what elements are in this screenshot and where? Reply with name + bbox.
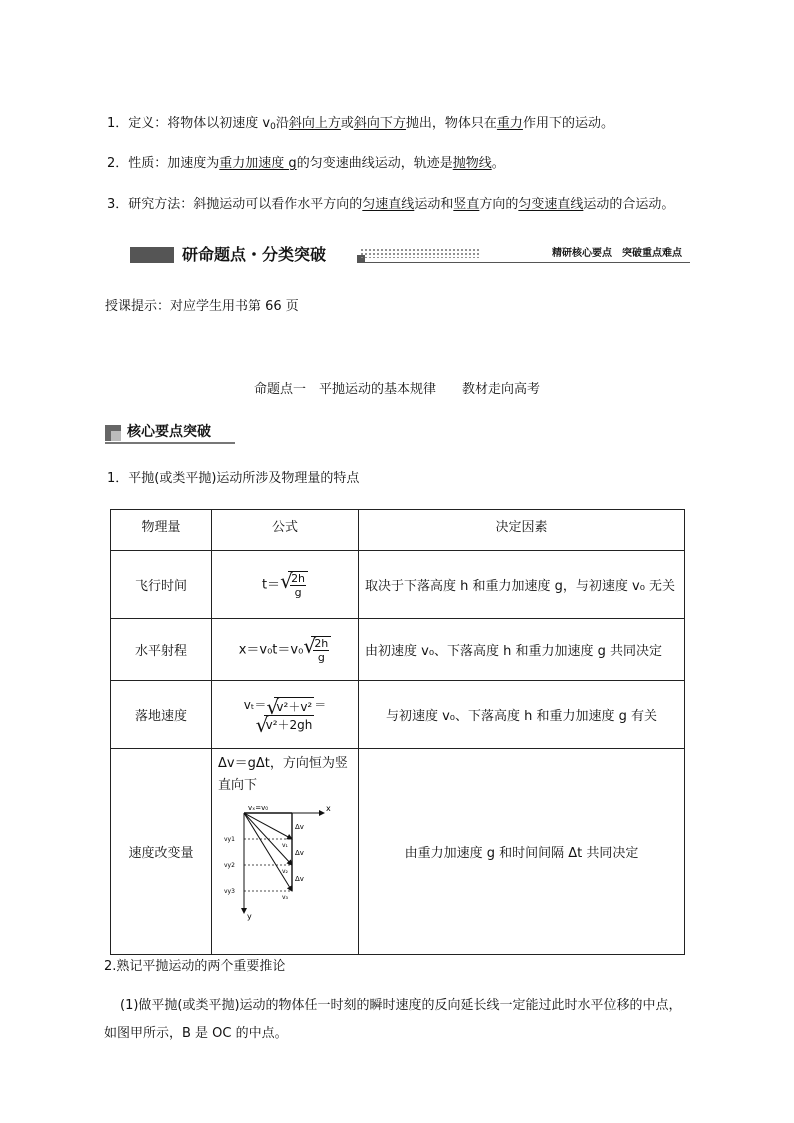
banner-block-icon <box>130 247 174 263</box>
banner-subtitle: 精研核心要点 突破重点难点 <box>552 248 682 259</box>
row-name: 飞行时间 <box>111 551 212 619</box>
paragraph-line-2: 如图甲所示，B 是 OC 的中点。 <box>104 1026 288 1041</box>
table-row <box>111 619 685 681</box>
banner-title: 研命题点・分类突破 <box>182 245 327 264</box>
row-formula: x＝v₀t＝v₀ √ $\frac{2h}{g}$ <box>212 619 359 681</box>
banner-rule <box>360 262 690 263</box>
row-factor: 与初速度 v₀、下落高度 h 和重力加速度 g 有关 <box>359 681 685 749</box>
svg-text:Δv: Δv <box>295 823 304 831</box>
method-line: 3．研究方法：斜抛运动可以看作水平方向的匀速直线运动和竖直方向的匀变速直线运动的合运动。 <box>107 197 675 212</box>
svg-text:v₁: v₁ <box>282 842 288 849</box>
table-row <box>111 551 685 619</box>
row-name: 落地速度 <box>111 681 212 749</box>
row-factor: 由初速度 v₀、下落高度 h 和重力加速度 g 共同决定 <box>359 619 685 681</box>
subheading-1: 1．平抛(或类平抛)运动所涉及物理量的特点 <box>107 471 360 486</box>
svg-text:vy1: vy1 <box>224 836 235 843</box>
row-formula: t＝ √ $\frac{2h}{g}$ <box>212 551 359 619</box>
header-quantity: 物理量 <box>111 510 212 551</box>
header-formula: 公式 <box>212 510 359 551</box>
header-factor: 决定因素 <box>359 510 685 551</box>
row-factor: 取决于下落高度 h 和重力加速度 g，与初速度 v₀ 无关 <box>359 551 685 619</box>
svg-text:v₃: v₃ <box>282 894 288 901</box>
svg-text:Δv: Δv <box>295 875 304 883</box>
svg-text:vy2: vy2 <box>224 862 235 869</box>
section-underline <box>105 442 235 444</box>
svg-text:y: y <box>247 912 252 921</box>
svg-text:vₓ=v₀: vₓ=v₀ <box>248 804 269 812</box>
paragraph-line-1: (1)做平抛(或类平抛)运动的物体任一时刻的瞬时速度的反向延长线一定能过此时水平位移的中点， <box>120 998 682 1013</box>
property-line: 2．性质：加速度为重力加速度 g的匀变速曲线运动，轨迹是抛物线。 <box>107 156 505 171</box>
svg-text:v₂: v₂ <box>282 868 288 875</box>
definition-line: 1．定义：将物体以初速度 $v_0$沿斜向上方或斜向下方抛出，物体只在重力作用下的运动。 <box>107 116 614 132</box>
teaching-hint: 授课提示：对应学生用书第 66 页 <box>105 299 299 314</box>
chapter-banner <box>130 244 690 268</box>
topic-heading: 命题点一 平抛运动的基本规律 教材走向高考 <box>253 382 540 397</box>
velocity-diagram <box>224 801 339 921</box>
row-name: 速度改变量 <box>111 749 212 955</box>
section-icon <box>105 425 121 441</box>
svg-text:Δv: Δv <box>295 849 304 857</box>
row-name: 水平射程 <box>111 619 212 681</box>
section-title: 核心要点突破 <box>127 424 211 440</box>
table-row <box>111 681 685 749</box>
svg-text:x: x <box>326 804 331 813</box>
physics-table <box>110 509 685 955</box>
section-heading <box>105 422 235 444</box>
svg-text:vy3: vy3 <box>224 888 235 895</box>
table-row <box>111 749 685 955</box>
row-factor: 由重力加速度 g 和时间间隔 Δt 共同决定 <box>359 749 685 955</box>
subheading-2: 2.熟记平抛运动的两个重要推论 <box>104 959 286 974</box>
table-header-row <box>111 510 685 551</box>
row-formula: Δv＝gΔt，方向恒为竖直向下 vₓ=v₀ x y vy1 vy2 vy3 v₁ v₂ v₃ Δv Δv Δv <box>212 749 359 955</box>
row-formula: vₜ＝√ v²＋v² ＝ √ v²＋2gh <box>212 681 359 749</box>
banner-dots <box>360 248 480 258</box>
